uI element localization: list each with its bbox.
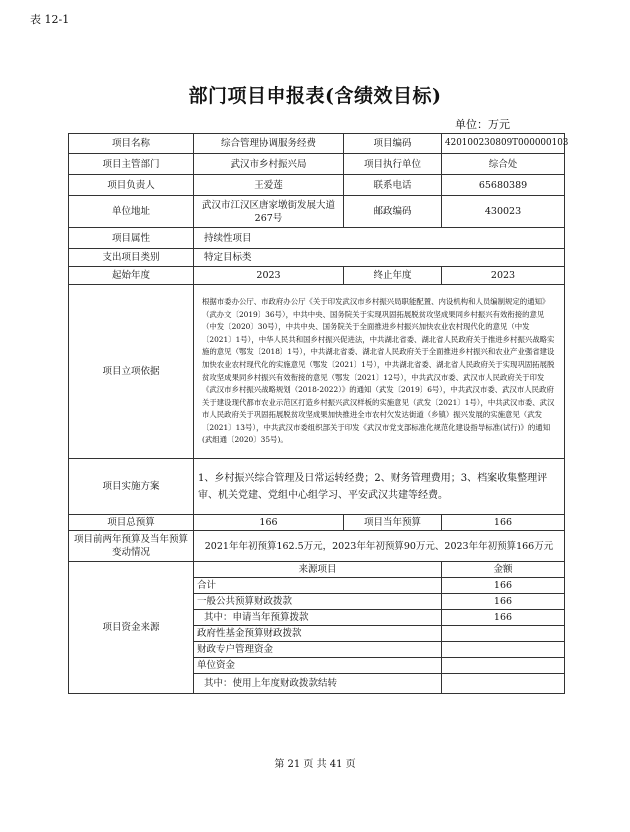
value-phone: 65680389: [442, 175, 565, 196]
page-title: 部门项目申报表(含绩效目标): [188, 85, 442, 107]
row-address: [69, 196, 565, 228]
label-address: 单位地址: [69, 196, 194, 228]
funding-source-name: 一般公共预算财政拨款: [194, 594, 442, 610]
label-project-name: 项目名称: [69, 134, 194, 154]
col-header-amount: 金额: [442, 562, 565, 578]
value-department: 武汉市乡村振兴局: [194, 154, 344, 175]
funding-amount: [442, 626, 565, 642]
label-attribute: 项目属性: [69, 228, 194, 249]
value-person: 王爱莲: [194, 175, 344, 196]
funding-amount: [442, 642, 565, 658]
label-department: 项目主管部门: [69, 154, 194, 175]
value-project-name: 综合管理协调服务经费: [194, 134, 344, 154]
funding-source-name: 其中：使用上年度财政拨款结转: [194, 674, 442, 694]
funding-source-name: 其中：申请当年预算拨款: [194, 610, 442, 626]
page-footer: 第 21 页 共 41 页: [274, 759, 356, 770]
funding-amount: [442, 674, 565, 694]
row-person: [69, 175, 565, 196]
label-type: 支出项目类别: [69, 249, 194, 267]
value-type: 特定目标类: [194, 249, 565, 267]
funding-source-name: 财政专户管理资金: [194, 642, 442, 658]
table-number-tag: 表 12-1: [30, 13, 70, 26]
label-current-budget: 项目当年预算: [344, 515, 442, 531]
label-total-budget: 项目总预算: [69, 515, 194, 531]
value-total-budget: 166: [194, 515, 344, 531]
value-project-code: 420100230809T000000103: [442, 134, 565, 154]
label-basis: 项目立项依据: [69, 285, 194, 459]
funding-header-row: [69, 562, 565, 578]
funding-amount: [442, 658, 565, 674]
funding-amount: 166: [442, 578, 565, 594]
value-zip: 430023: [442, 196, 565, 228]
row-budget: [69, 515, 565, 531]
label-person: 项目负责人: [69, 175, 194, 196]
label-funding-source: 项目资金来源: [69, 562, 194, 694]
funding-source-name: 政府性基金预算财政拨款: [194, 626, 442, 642]
row-budget-change: [69, 531, 565, 562]
value-start-year: 2023: [194, 267, 344, 285]
row-basis: [69, 285, 565, 459]
funding-source-name: 单位资金: [194, 658, 442, 674]
funding-amount: 166: [442, 594, 565, 610]
value-attribute: 持续性项目: [194, 228, 565, 249]
unit-label: 单位：万元: [455, 118, 510, 131]
value-current-budget: 166: [442, 515, 565, 531]
funding-source-name: 合计: [194, 578, 442, 594]
row-year: [69, 267, 565, 285]
label-start-year: 起始年度: [69, 267, 194, 285]
value-plan: 1、乡村振兴综合管理及日常运转经费；2、财务管理费用；3、档案收集整理评审、机关党建、党组中心组学习、平安武汉共建等经费。: [194, 459, 565, 515]
label-project-code: 项目编码: [344, 134, 442, 154]
row-attribute: [69, 228, 565, 249]
label-zip: 邮政编码: [344, 196, 442, 228]
value-basis: 根据市委办公厅、市政府办公厅《关于印发武汉市乡村振兴局职能配置、内设机构和人员编制规定的通知》（武办文〔2019〕36号），中共中央、国务院关于实现巩固拓展脱贫攻坚成果同乡村振兴有效衔接的意见（中发〔2020〕30号），中共中央、国务院关于全面推进乡村振兴加快农业农村现代化的意见（中发〔2021〕1号），中华人民共和国乡村振兴促进法，中共湖北省委、湖北省人民政府关于推进乡村振兴战略实施的意见（鄂发〔2018〕1号），中共湖北省委、湖北省人民政府关于全面推进乡村振兴和农业产业强省建设加快农业农村现代化的实施意见（鄂发〔2021〕1号），中共湖北省委、湖北省人民政府关于实现巩固拓展脱贫攻坚成果同乡村振兴有效衔接的意见（鄂发〔2021〕12号），中共武汉市委、武汉市人民政府关于印发《武汉市乡村振兴战略规划（2018-2022）》的通知（武发〔2019〕6号），中共武汉市委、武汉市人民政府关于建设现代都市农业示范区打造乡村振兴武汉样板的实施意见（武发〔2021〕1号），中共武汉市委、武汉市人民政府关于巩固拓展脱贫攻坚成果加快推进全市农村欠发达街道（乡镇）振兴发展的实施意见（武发〔2021〕13号），中共武汉市委组织部关于印发《武汉市党支部标准化规范化建设指导标准(试行)》的通知(武组通〔2020〕35号)。: [194, 285, 565, 459]
value-address: 武汉市江汉区唐家墩街发展大道267号: [194, 196, 344, 228]
funding-amount: 166: [442, 610, 565, 626]
row-project-name: [69, 134, 565, 154]
label-phone: 联系电话: [344, 175, 442, 196]
col-header-source: 来源项目: [194, 562, 442, 578]
label-budget-change: 项目前两年预算及当年预算变动情况: [69, 531, 194, 562]
row-plan: [69, 459, 565, 515]
row-type: [69, 249, 565, 267]
value-end-year: 2023: [442, 267, 565, 285]
value-budget-change: 2021年年初预算162.5万元，2023年年初预算90万元、2023年年初预算166万元: [194, 531, 565, 562]
project-application-table: [68, 133, 569, 694]
label-exec-unit: 项目执行单位: [344, 154, 442, 175]
value-exec-unit: 综合处: [442, 154, 565, 175]
label-plan: 项目实施方案: [69, 459, 194, 515]
row-department: [69, 154, 565, 175]
label-end-year: 终止年度: [344, 267, 442, 285]
